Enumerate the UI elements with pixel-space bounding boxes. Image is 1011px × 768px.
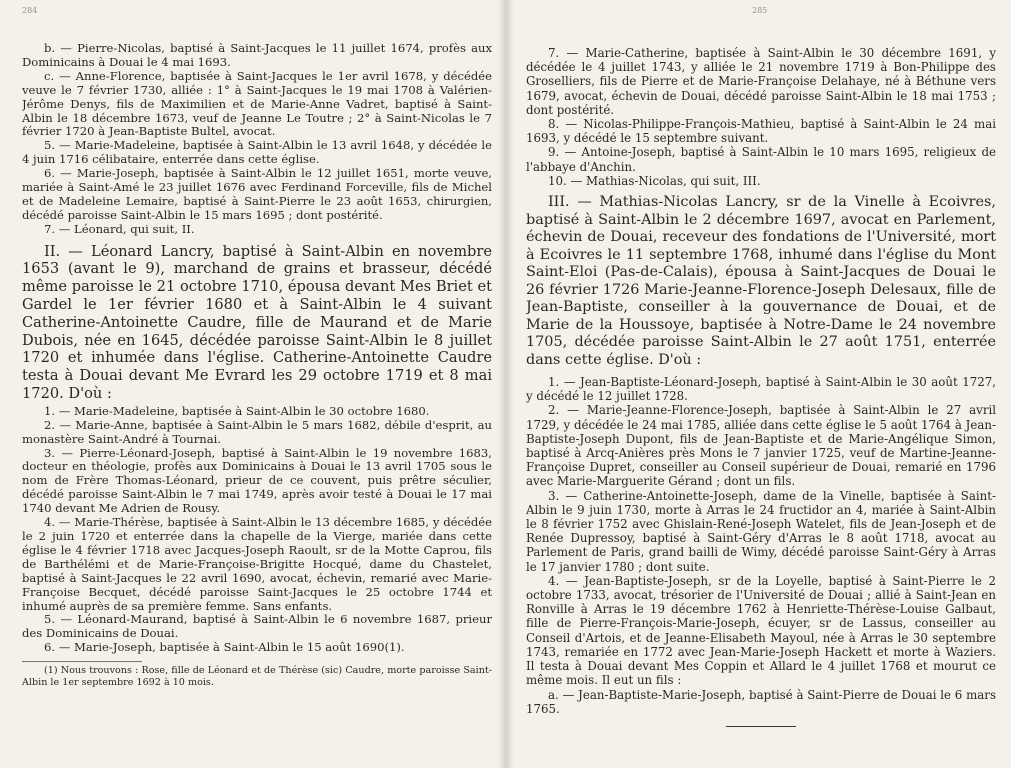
page-number-right: 285 — [752, 6, 768, 15]
entry-6-marie-joseph: 6. — Marie-Joseph, baptisée à Saint-Albin le 12 juillet 1651, morte veuve, mariée à Saint-Amé le 23 juillet 1676 avec Ferdinand Forceville, fils de Michel et de Madeleine Lemaire, baptisé à Saint-Pierre le 23 août 1653, chirurgien, décédé paroisse Saint-Albin le 15 mars 1695 ; dont postérité. — [22, 166, 492, 222]
child-10-mathias-nicolas: 10. — Mathias-Nicolas, qui suit, III. — [548, 173, 761, 188]
left-page-text — [22, 42, 492, 688]
child-7-marie-catherine: 7. — Marie-Catherine, baptisée à Saint-Albin le 30 décembre 1691, y décédée le 4 juillet 1743, y alliée le 21 novembre 1719 à Bon-Philippe des Groselliers, fils de Pierre et de Marie-Françoise Delahaye, né à Béthune vers 1679, avocat, échevin de Douai, décédé paroisse Saint-Albin le 18 mai 1753 ; dont postérité. — [526, 46, 996, 117]
child-5-leonard-maurand: 5. — Léonard-Maurand, baptisé à Saint-Albin le 6 novembre 1687, prieur des Dominicains de Douai. — [22, 612, 492, 641]
left-page — [22, 0, 492, 768]
child-6-marie-joseph: 6. — Marie-Joseph, baptisée à Saint-Albin le 15 août 1690(1). — [44, 640, 405, 655]
entry-c-anne-florence: c. — Anne-Florence, baptisée à Saint-Jacques le 1er avril 1678, y décédée veuve le 7 février 1730, alliée : 1° à Saint-Jacques le 19 mai 1708 à Valérien-Jérôme Denys, fils de Maximilien et de Marie-Anne Vadret, baptisé à Saint-Albin le 18 décembre 1673, veuf de Jeanne Le Toutre ; 2° à Saint-Nicolas le 7 février 1720 à Jean-Baptiste Bultel, avocat. — [22, 68, 492, 139]
grandchild-4-jean-baptiste-joseph: 4. — Jean-Baptiste-Joseph, sr de la Loyelle, baptisé à Saint-Pierre le 2 octobre 1733, avocat, trésorier de l'Université de Douai ; allié à Saint-Jean en Ronville à Arras le 19 décembre 1762 à Henriette-Thérèse-Louise Galbaut, fille de Pierre-François-Marie-Joseph, écuyer, sr de Lassus, conseiller au Conseil d'Artois, et de Jeanne-Elisabeth Mayoul, née à Arras le 30 septembre 1743, remariée en 1772 avec Jean-Marie-Joseph Hackett et morte à Waziers. Il testa à Douai devant Mes Coppin et Allard le 4 juillet 1768 et mourut ce même mois. Il eut un fils : — [526, 573, 996, 688]
grandchild-1-jean-baptiste-leonard: 1. — Jean-Baptiste-Léonard-Joseph, baptisé à Saint-Albin le 30 août 1727, y décédé le 12 juillet 1728. — [526, 375, 996, 404]
entry-7-leonard: 7. — Léonard, qui suit, II. — [44, 221, 195, 236]
child-9-antoine-joseph: 9. — Antoine-Joseph, baptisé à Saint-Albin le 10 mars 1695, religieux de l'abbaye d'Anchin. — [526, 145, 996, 174]
entry-5-marie-madeleine: 5. — Marie-Madeleine, baptisée à Saint-Albin le 13 avril 1648, y décédée le 4 juin 1716 célibataire, enterrée dans cette église. — [22, 138, 492, 167]
child-3-pierre-leonard-joseph: 3. — Pierre-Léonard-Joseph, baptisé à Saint-Albin le 19 novembre 1683, docteur en théologie, profès aux Dominicains à Douai le 13 avril 1705 sous le nom de Frère Thomas-Léonard, prieur de ce couvent, puis prêtre séculier, décédé paroisse Saint-Albin le 7 mai 1749, après avoir testé à Douai le 17 mai 1740 devant Me Adrien de Rousy. — [22, 445, 492, 516]
page-number-left: 284 — [22, 6, 38, 15]
entry-b-pierre-nicolas: b. — Pierre-Nicolas, baptisé à Saint-Jacques le 11 juillet 1674, profès aux Dominicains à Douai le 4 mai 1693. — [22, 41, 492, 69]
child-8-nicolas-philippe: 8. — Nicolas-Philippe-François-Mathieu, baptisé à Saint-Albin le 24 mai 1693, y décédé le 15 septembre suivant. — [526, 117, 996, 146]
child-2-marie-anne: 2. — Marie-Anne, baptisée à Saint-Albin le 5 mars 1682, débile d'esprit, au monastère Saint-André à Tournai. — [22, 417, 492, 446]
section-iii-mathias-nicolas-lancry: III. — Mathias-Nicolas Lancry, sr de la Vinelle à Ecoivres, baptisé à Saint-Albin le 2 décembre 1697, avocat en Parlement, échevin de Douai, receveur des fondations de l'Université, mort à Ecoivres le 11 septembre 1768, inhumé dans l'église du Mont Saint-Eloi (Pas-de-Calais), épousa à Saint-Jacques de Douai le 26 février 1726 Marie-Jeanne-Florence-Joseph Delesaux, fille de Jean-Baptiste, conseiller à la gouvernance de Douai, et de Marie de la Houssoye, baptisée à Notre-Dame le 24 novembre 1705, décédée paroisse Saint-Albin le 27 août 1751, enterrée dans cette église. D'où : — [526, 194, 996, 368]
book-gutter — [498, 0, 514, 768]
footnote-rule — [22, 661, 142, 662]
child-1-marie-madeleine: 1. — Marie-Madeleine, baptisée à Saint-Albin le 30 octobre 1680. — [44, 403, 430, 418]
end-rule — [726, 726, 796, 727]
section-ii-leonard-lancry: II. — Léonard Lancry, baptisé à Saint-Albin en novembre 1653 (avant le 9), marchand de grains et brasseur, décédé même paroisse le 21 octobre 1710, épousa devant Mes Briet et Gardel le 1er février 1680 et à Saint-Albin le 4 suivant Catherine-Antoinette Caudre, fille de Maurand et de Marie Dubois, née en 1645, décédée paroisse Saint-Albin le 8 juillet 1720 et inhumée dans l'église. Catherine-Antoinette Caudre testa à Douai devant Me Evrard les 29 octobre 1719 et 8 mai 1720. D'où : — [22, 242, 492, 403]
grandchild-2-marie-jeanne-florence: 2. — Marie-Jeanne-Florence-Joseph, baptisée à Saint-Albin le 27 avril 1729, y décédée le 24 mai 1785, alliée dans cette église le 5 août 1764 à Jean-Baptiste-Joseph Dupont, fils de Jean-Baptiste et de Marie-Angélique Simon, baptisé à Arcq-Anières près Mons le 7 janvier 1725, veuf de Martine-Jeanne-Françoise Dupret, conseiller au Conseil supérieur de Douai, remarié en 1796 avec Marie-Marguerite Gérand ; dont un fils. — [526, 403, 996, 489]
right-page-text — [526, 46, 996, 727]
great-grandchild-a-jean-baptiste-marie: a. — Jean-Baptiste-Marie-Joseph, baptisé à Saint-Pierre de Douai le 6 mars 1765. — [526, 687, 996, 716]
right-page — [526, 0, 996, 768]
footnote: (1) Nous trouvons : Rose, fille de Léonard et de Thérèse (sic) Caudre, morte paroisse Saint-Albin le 1er septembre 1692 à 10 mois. — [22, 665, 492, 688]
grandchild-3-catherine-antoinette: 3. — Catherine-Antoinette-Joseph, dame de la Vinelle, baptisée à Saint-Albin le 9 juin 1730, morte à Arras le 24 fructidor an 4, mariée à Saint-Albin le 8 février 1752 avec Ghislain-René-Joseph Watelet, fils de Jean-Joseph et de Renée Dupressoy, baptisé à Saint-Géry d'Arras le 8 août 1718, avocat au Parlement de Paris, grand bailli de Wimy, décédé paroisse Saint-Géry à Arras le 17 janvier 1780 ; dont suite. — [526, 488, 996, 574]
child-4-marie-therese: 4. — Marie-Thérèse, baptisée à Saint-Albin le 13 décembre 1685, y décédée le 2 juin 1720 et enterrée dans la chapelle de la Vierge, mariée dans cette église le 4 février 1718 avec Jacques-Joseph Raoult, sr de la Motte Caprou, fils de Barthélémi et de Marie-Françoise-Brigitte Hocqué, dame du Chastelet, baptisé à Saint-Jacques le 22 avril 1690, avocat, échevin, remarié avec Marie-Françoise Becquet, décédé paroisse Saint-Jacques le 25 octobre 1744 et inhumé auprès de sa première femme. Sans enfants. — [22, 515, 492, 613]
